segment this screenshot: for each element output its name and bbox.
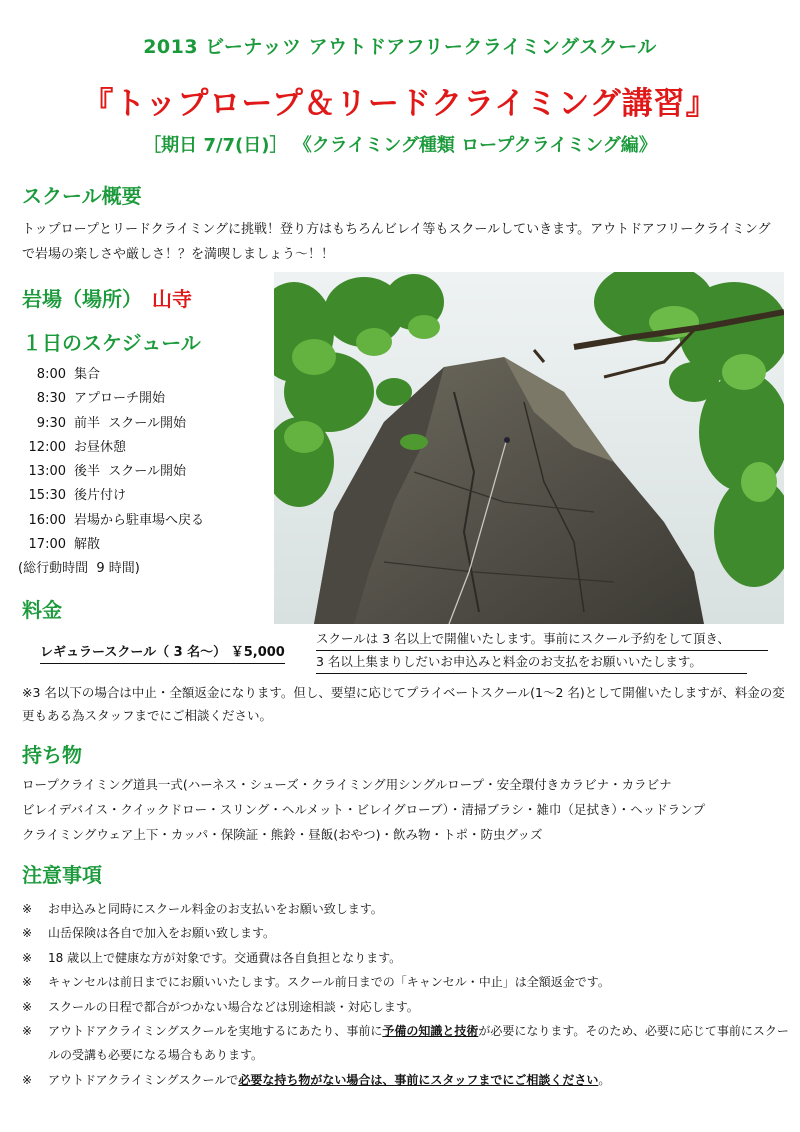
schedule-item: 16:00 岩場から駐車場へ戻る: [28, 512, 205, 528]
schedule-item: 8:00 集合: [36, 367, 101, 382]
cautions-list: [22, 897, 792, 1092]
location-label: 岩場（場所）: [22, 287, 142, 311]
caution-item: ※ スクールの日程で都合がつかない場合などは別途相談・対応します。: [22, 999, 419, 1014]
course-title: 『トップロープ＆リードクライミング講習』: [82, 86, 718, 122]
schedule-item: 9:30 前半 スクール開始: [36, 415, 187, 431]
schedule-item: 17:00 解散: [28, 537, 101, 553]
caution-item: ※ 山岳保険は各自で加入をお願い致します。: [22, 926, 276, 941]
fee-condition-box: [312, 628, 782, 672]
belongings-line: ロープクライミング道具一式(ハーネス・シューズ・クライミング用シングルロープ・安全環付きカラビナ・カラビナ: [22, 777, 672, 792]
location-heading: [22, 283, 192, 312]
schedule-item: 12:00 お昼休憩: [28, 439, 127, 455]
schedule-item: 13:00 後半 スクール開始: [28, 464, 187, 480]
rock-climbing-photo: [274, 272, 784, 624]
schedule-item: 8:30 アプローチ開始: [36, 391, 166, 407]
schedule-item: 15:30 後片付け: [28, 488, 127, 504]
fee-heading: 料金: [22, 598, 62, 622]
belongings-list: [22, 772, 792, 847]
location-value: 山寺: [152, 287, 192, 311]
belongings-line: クライミングウェア上下・カッパ・保険証・熊鈴・昼飯(おやつ)・飲み物・トポ・防虫グッズ: [22, 827, 543, 842]
cautions-heading: 注意事項: [22, 863, 102, 887]
fee-condition-line1: スクールは 3 名以上で開催いたします。事前にスクール予約をして頂き、: [316, 628, 768, 651]
belongings-heading: 持ち物: [22, 743, 82, 767]
fee-note: ※3 名以下の場合は中止・全額返金になります。但し、要望に応じてプライベートスクール(1～2 名)として開催いたしますが、料金の変更もある為スタッフまでにご相談ください。: [22, 685, 785, 723]
schedule-list: [18, 363, 205, 582]
overview-text: トップロープとリードクライミングに挑戦！登り方はもちろんビレイ等もスクールしていきます。アウトドアフリークライミングで岩場の楽しさや厳しさ！？を満喫しましょう～！！: [22, 222, 771, 262]
fee-condition-line2: 3 名以上集まりしだいお申込みと料金のお支払をお願いいたします。: [316, 651, 747, 674]
schedule-heading: １日のスケジュール: [22, 331, 201, 355]
caution-item: ※ 18 歳以上で健康な方が対象です。交通費は各自負担となります。: [22, 950, 402, 965]
schedule-total: (総行動時間 9 時間): [18, 561, 140, 577]
regular-school-fee: レギュラースクール（ 3 名～） ￥5,000: [40, 641, 285, 664]
caution-item: ※ アウトドアクライミングスクールを実地するにあたり、事前に予備の知識と技術が必要になります。そのため、必要に応じて事前にスクールの受講も必要になる場合もあります。: [22, 1024, 789, 1063]
overview-heading: スクール概要: [22, 184, 142, 208]
caution-item: ※ お申込みと同時にスクール料金のお支払いをお願い致します。: [22, 902, 383, 916]
caution-item: ※ キャンセルは前日までにお願いいたします。スクール前日までの「キャンセル・中止」は全額返金です。: [22, 975, 610, 990]
belongings-line: ビレイデバイス・クイックドロー・スリング・ヘルメット・ビレイグローブ）・清掃ブラシ・雑巾（足拭き）・ヘッドランプ: [22, 802, 706, 817]
date-and-type: ［期日 7/7(日)］ 《クライミング種類 ロープクライミング編》: [143, 135, 657, 156]
school-title: 2013 ビーナッツ アウトドアフリークライミングスクール: [143, 36, 657, 58]
caution-item: ※ アウトドアクライミングスクールで必要な持ち物がない場合は、事前にスタッフまでにご相談ください。: [22, 1072, 611, 1087]
